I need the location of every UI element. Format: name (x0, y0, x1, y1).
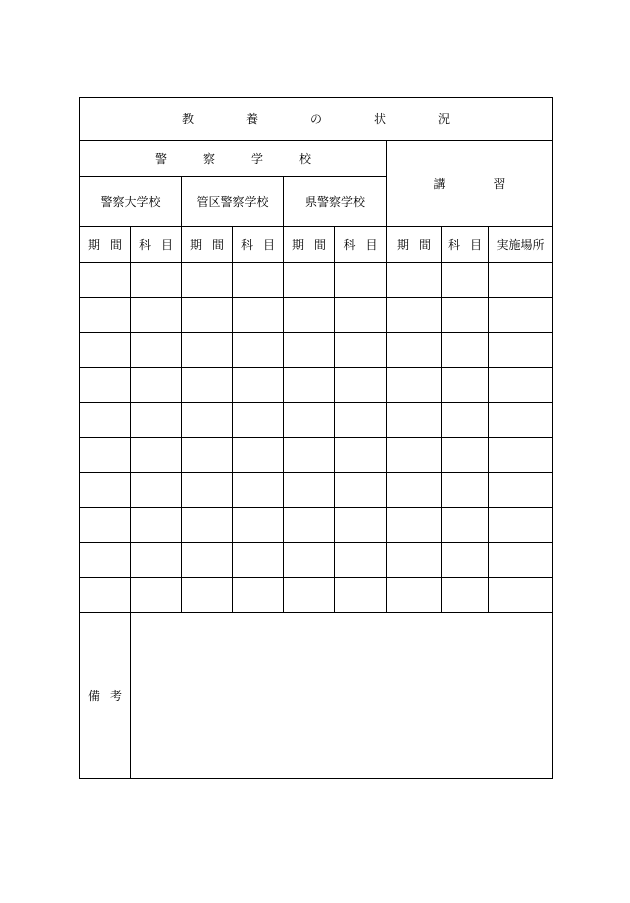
entry-cell[interactable] (80, 263, 131, 298)
entry-cell[interactable] (387, 543, 442, 578)
table-row (80, 263, 553, 298)
entry-cell[interactable] (335, 578, 387, 613)
entry-cell[interactable] (80, 368, 131, 403)
entry-cell[interactable] (284, 578, 335, 613)
entry-cell[interactable] (182, 578, 233, 613)
entry-cell[interactable] (233, 333, 284, 368)
entry-cell[interactable] (489, 578, 553, 613)
entry-cell[interactable] (80, 333, 131, 368)
entry-cell[interactable] (80, 438, 131, 473)
table-row (80, 578, 553, 613)
table-row (80, 473, 553, 508)
entry-cell[interactable] (131, 403, 182, 438)
entry-cell[interactable] (284, 543, 335, 578)
period-header: 期 間 (182, 227, 233, 263)
entry-cell[interactable] (442, 403, 489, 438)
entry-cell[interactable] (335, 473, 387, 508)
entry-cell[interactable] (442, 438, 489, 473)
entry-cell[interactable] (284, 368, 335, 403)
entry-cell[interactable] (489, 333, 553, 368)
entry-cell[interactable] (489, 403, 553, 438)
entry-cell[interactable] (182, 508, 233, 543)
entry-cell[interactable] (387, 368, 442, 403)
entry-rows (80, 263, 553, 613)
entry-cell[interactable] (131, 508, 182, 543)
entry-cell[interactable] (489, 438, 553, 473)
entry-cell[interactable] (335, 403, 387, 438)
entry-cell[interactable] (182, 298, 233, 333)
entry-cell[interactable] (489, 543, 553, 578)
location-header: 実施場所 (489, 227, 553, 263)
entry-cell[interactable] (80, 508, 131, 543)
table-row (80, 543, 553, 578)
entry-cell[interactable] (387, 508, 442, 543)
form-title: 教 養 の 状 況 (80, 98, 553, 141)
entry-cell[interactable] (387, 263, 442, 298)
entry-cell[interactable] (80, 473, 131, 508)
entry-cell[interactable] (182, 438, 233, 473)
entry-cell[interactable] (182, 333, 233, 368)
entry-cell[interactable] (387, 403, 442, 438)
entry-cell[interactable] (442, 333, 489, 368)
entry-cell[interactable] (442, 543, 489, 578)
entry-cell[interactable] (284, 438, 335, 473)
entry-cell[interactable] (131, 473, 182, 508)
regional-police-school-header: 管区警察学校 (182, 177, 284, 227)
table-row (80, 298, 553, 333)
entry-cell[interactable] (387, 473, 442, 508)
entry-cell[interactable] (489, 508, 553, 543)
training-header: 講 習 (387, 141, 553, 227)
entry-cell[interactable] (233, 368, 284, 403)
entry-cell[interactable] (284, 333, 335, 368)
period-header: 期 間 (80, 227, 131, 263)
table-row (80, 403, 553, 438)
entry-cell[interactable] (131, 368, 182, 403)
entry-cell[interactable] (489, 298, 553, 333)
police-school-header: 警 察 学 校 (80, 141, 387, 177)
entry-cell[interactable] (387, 298, 442, 333)
entry-cell[interactable] (182, 403, 233, 438)
remarks-label: 備 考 (80, 613, 131, 779)
table-row (80, 438, 553, 473)
entry-cell[interactable] (387, 438, 442, 473)
entry-cell[interactable] (335, 298, 387, 333)
entry-cell[interactable] (233, 578, 284, 613)
entry-cell[interactable] (233, 473, 284, 508)
entry-cell[interactable] (335, 543, 387, 578)
entry-cell[interactable] (489, 473, 553, 508)
subject-header: 科 目 (442, 227, 489, 263)
entry-cell[interactable] (442, 368, 489, 403)
entry-cell[interactable] (131, 543, 182, 578)
table-row (80, 368, 553, 403)
national-police-academy-header: 警察大学校 (80, 177, 182, 227)
subject-header: 科 目 (131, 227, 182, 263)
entry-cell[interactable] (233, 438, 284, 473)
period-header: 期 間 (284, 227, 335, 263)
entry-cell[interactable] (442, 263, 489, 298)
entry-cell[interactable] (442, 508, 489, 543)
entry-cell[interactable] (335, 263, 387, 298)
table-row (80, 508, 553, 543)
entry-cell[interactable] (182, 368, 233, 403)
entry-cell[interactable] (182, 543, 233, 578)
entry-cell[interactable] (489, 368, 553, 403)
entry-cell[interactable] (387, 578, 442, 613)
entry-cell[interactable] (131, 298, 182, 333)
entry-cell[interactable] (80, 298, 131, 333)
entry-cell[interactable] (442, 298, 489, 333)
entry-cell[interactable] (182, 263, 233, 298)
entry-cell[interactable] (233, 508, 284, 543)
entry-cell[interactable] (335, 333, 387, 368)
education-status-form (79, 97, 553, 779)
entry-cell[interactable] (335, 508, 387, 543)
entry-cell[interactable] (233, 543, 284, 578)
period-header: 期 間 (387, 227, 442, 263)
subject-header: 科 目 (335, 227, 387, 263)
entry-cell[interactable] (489, 263, 553, 298)
entry-cell[interactable] (233, 403, 284, 438)
entry-cell[interactable] (284, 403, 335, 438)
entry-cell[interactable] (80, 578, 131, 613)
entry-cell[interactable] (284, 298, 335, 333)
entry-cell[interactable] (233, 298, 284, 333)
table-row (80, 333, 553, 368)
entry-cell[interactable] (284, 263, 335, 298)
entry-cell[interactable] (182, 473, 233, 508)
entry-cell[interactable] (335, 368, 387, 403)
entry-cell[interactable] (442, 578, 489, 613)
entry-cell[interactable] (335, 438, 387, 473)
entry-cell[interactable] (284, 508, 335, 543)
entry-cell[interactable] (131, 438, 182, 473)
remarks-field[interactable] (131, 613, 553, 779)
prefectural-police-school-header: 県警察学校 (284, 177, 387, 227)
entry-cell[interactable] (387, 333, 442, 368)
entry-cell[interactable] (131, 333, 182, 368)
entry-cell[interactable] (284, 473, 335, 508)
entry-cell[interactable] (442, 473, 489, 508)
entry-cell[interactable] (131, 578, 182, 613)
entry-cell[interactable] (233, 263, 284, 298)
subject-header: 科 目 (233, 227, 284, 263)
entry-cell[interactable] (80, 403, 131, 438)
entry-cell[interactable] (80, 543, 131, 578)
entry-cell[interactable] (131, 263, 182, 298)
